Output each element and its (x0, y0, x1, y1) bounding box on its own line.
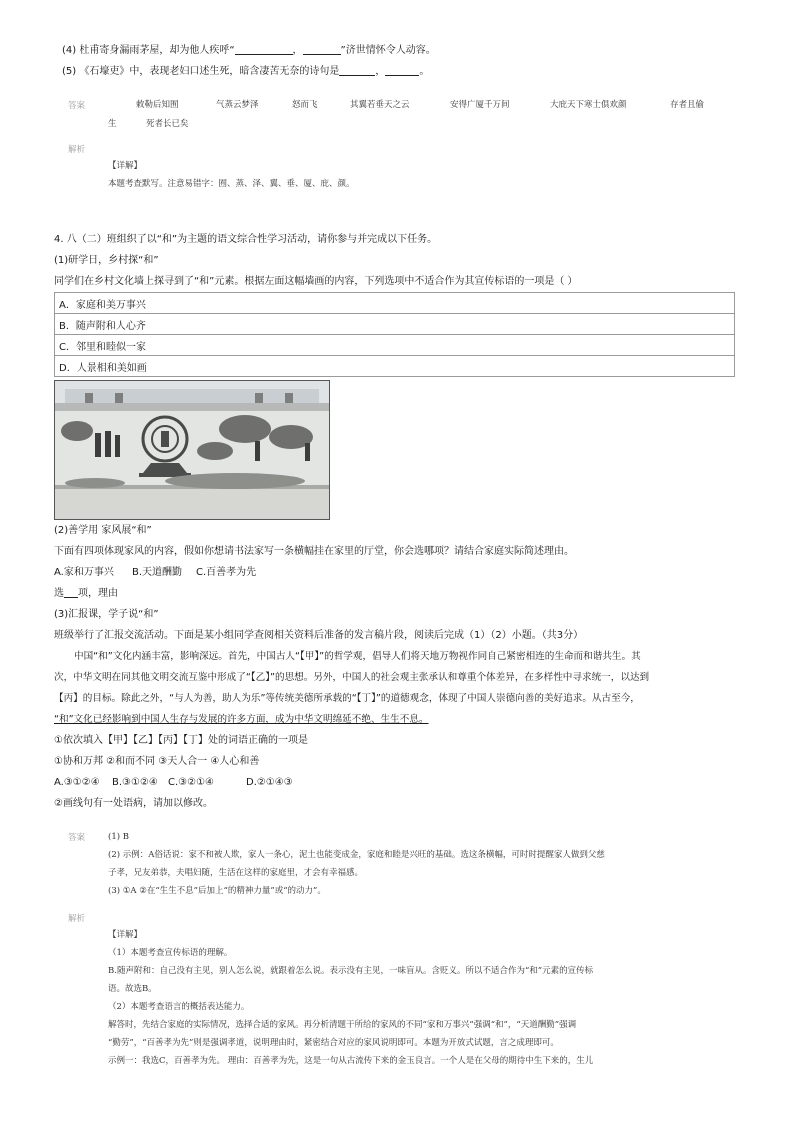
analysis-label: 解析 (68, 914, 86, 924)
option-c[interactable]: C．邻里和睦似一家 (55, 335, 735, 356)
q4-sub1-option: D.②①④③ (246, 777, 293, 788)
wall-painting-image (55, 381, 329, 519)
analysis-label: 解析 (68, 145, 86, 155)
q4-part1-title: (1)研学日，乡村探“和” (54, 255, 159, 266)
analysis-text: B.随声附和：自己没有主见，别人怎么说，就跟着怎么说。表示没有主见，一味盲从。含贬义。所以不适合作为“和”元素的宣传标 (108, 966, 594, 976)
analysis-text: （1）本题考查宣传标语的理解。 (108, 948, 233, 958)
q4-sub1-items: ①协和万邦 ②和而不同 ③天人合一 ④人心和善 (54, 756, 260, 767)
q4-answer-line: (2) 示例：A俗话说：家不和被人欺，家人一条心，泥土也能变成金，家庭和睦是兴旺的基础。选这条横幅，可时时提醒家人做到父慈 (108, 850, 605, 860)
analysis-text: 示例一：我选C，百善孝为先。 理由：百善孝为先，这是一句从古流传下来的金玉良言。一个人是在父母的期待中生下来的，生儿 (108, 1056, 594, 1066)
q4-part2-answer-line: 选 项，理由 (54, 588, 118, 599)
analysis-text: 本题考查默写。注意易错字：囿、蒸、泽、翼、垂、厦、庇、颜。 (108, 179, 355, 189)
q4-part2-stem: 下面有四项体现家风的内容，假如你想请书法家写一条横幅挂在家里的厅堂，你会选哪项？请结合家庭实际简述理由。 (54, 546, 574, 557)
answer-blank (235, 44, 293, 55)
q3-item5: (5) 《石壕吏》中，表现老妇口述生死，暗含凄苦无奈的诗句是 ， 。 (62, 66, 430, 77)
analysis-heading: 【详解】 (108, 930, 143, 940)
analysis-heading: 【详解】 (108, 161, 143, 171)
q3-answer-item: 敕勒后知囿 (136, 100, 179, 110)
passage-line: 中国“和”文化内涵丰富，影响深远。首先，中国古人“【甲】”的哲学观，倡导人们将天地万物视作同自己紧密相连的生命而和谐共生。其 (74, 651, 641, 662)
q3-answer-item: 存者且偷 (670, 100, 705, 110)
answer-label: 答案 (68, 833, 86, 843)
option-b[interactable]: B．随声附和人心齐 (55, 314, 735, 335)
q4-sub1: ①依次填入【甲】【乙】【丙】【丁】处的词语正确的一项是 (54, 735, 308, 746)
analysis-text: 语。故选B。 (108, 984, 157, 994)
analysis-text: （2）本题考查语言的概括表达能力。 (108, 1002, 250, 1012)
q4-part2-option: C.百善孝为先 (196, 567, 257, 578)
q3-item4: (4) 杜甫寄身漏雨茅屋，却为他人疾呼“ ， ”济世情怀令人动容。 (62, 45, 436, 56)
answer-blank (339, 65, 375, 76)
answer-blank (303, 44, 341, 55)
q4-sub1-option: A.③①②④ (54, 777, 100, 788)
q3-answer-item: 大庇天下寒士俱欢颜 (550, 100, 627, 110)
passage-line: 【丙】的目标。除此之外，“与人为善，助人为乐”等传统美德所承载的“【丁】”的道德观念，体现了中国人崇德向善的美好追求。从古至今， (54, 693, 640, 704)
q4-part3-title: (3)汇报课，学子说“和” (54, 609, 159, 620)
q4-answer-line: 子孝，兄友弟恭，夫唱妇随，生活在这样的家庭里，才会有幸福感。 (108, 868, 364, 878)
option-a[interactable]: A．家庭和美万事兴 (55, 293, 735, 314)
q3-answer-item: 气蒸云梦泽 (216, 100, 259, 110)
analysis-text: “勤劳”，“百善孝为先”则是强调孝道，说明理由时，紧密结合对应的家风说明即可。本题为开放式试题，言之成理即可。 (108, 1038, 559, 1048)
underlined-sentence: “和”文化已经影响到中国人生存与发展的许多方面，成为中华文明绵延不绝、生生不息。 (54, 714, 429, 725)
q3-answer-item: 怒而飞 (292, 100, 318, 110)
q4-part3-stem: 班级举行了汇报交流活动。下面是某小组同学查阅相关资料后准备的发言稿片段，阅读后完成（1）（2）小题。（共3分） (54, 630, 584, 641)
option-d[interactable]: D．人景相和美如画 (55, 356, 735, 377)
q4-part2-option: A.家和万事兴 (54, 567, 114, 578)
answer-blank (64, 587, 78, 598)
q4-title: 4. 八（二）班组织了以“和”为主题的语文综合性学习活动，请你参与并完成以下任务。 (54, 234, 438, 245)
q4-part2-title: (2)善学用 家风展“和” (54, 525, 152, 536)
q4-answer-line: (1) B (108, 832, 129, 842)
answer-blank (385, 65, 419, 76)
wall-painting-photo (54, 380, 330, 520)
q4-sub1-option: C.③②①④ (168, 777, 215, 788)
analysis-text: 解答时，先结合家庭的实际情况，选择合适的家风。再分析清题干所给的家风的不同“家和万事兴”强调“和”，“天道酬勤”强调 (108, 1020, 577, 1030)
q4-answer-line: (3) ①A ②在“生生不息”后加上“的精神力量”或“的动力”。 (108, 886, 326, 896)
q4-sub1-option: B.③①②④ (112, 777, 158, 788)
q3-answer-item: 生 (108, 119, 117, 129)
q3-answer-item: 安得广厦千万间 (450, 100, 510, 110)
passage-line: 次，中华文明在同其他文明交流互鉴中形成了“【乙】”的思想。另外，中国人的社会观主张承认和尊重个体差异，在多样性中寻求统一，以达到 (54, 672, 650, 683)
q3-answer-item: 其翼若垂天之云 (350, 100, 410, 110)
options-table (54, 292, 735, 377)
q4-sub2: ②画线句有一处语病，请加以修改。 (54, 798, 213, 809)
answer-label: 答案 (68, 101, 86, 111)
q4-part2-option: B.天道酬勤 (132, 567, 183, 578)
q3-answer-item: 死者长已矣 (146, 119, 189, 129)
q4-part1-stem: 同学们在乡村文化墙上探寻到了“和”元素。根据左面这幅墙画的内容，下列选项中不适合作为其宣传标语的一项是（ ） (54, 276, 578, 287)
